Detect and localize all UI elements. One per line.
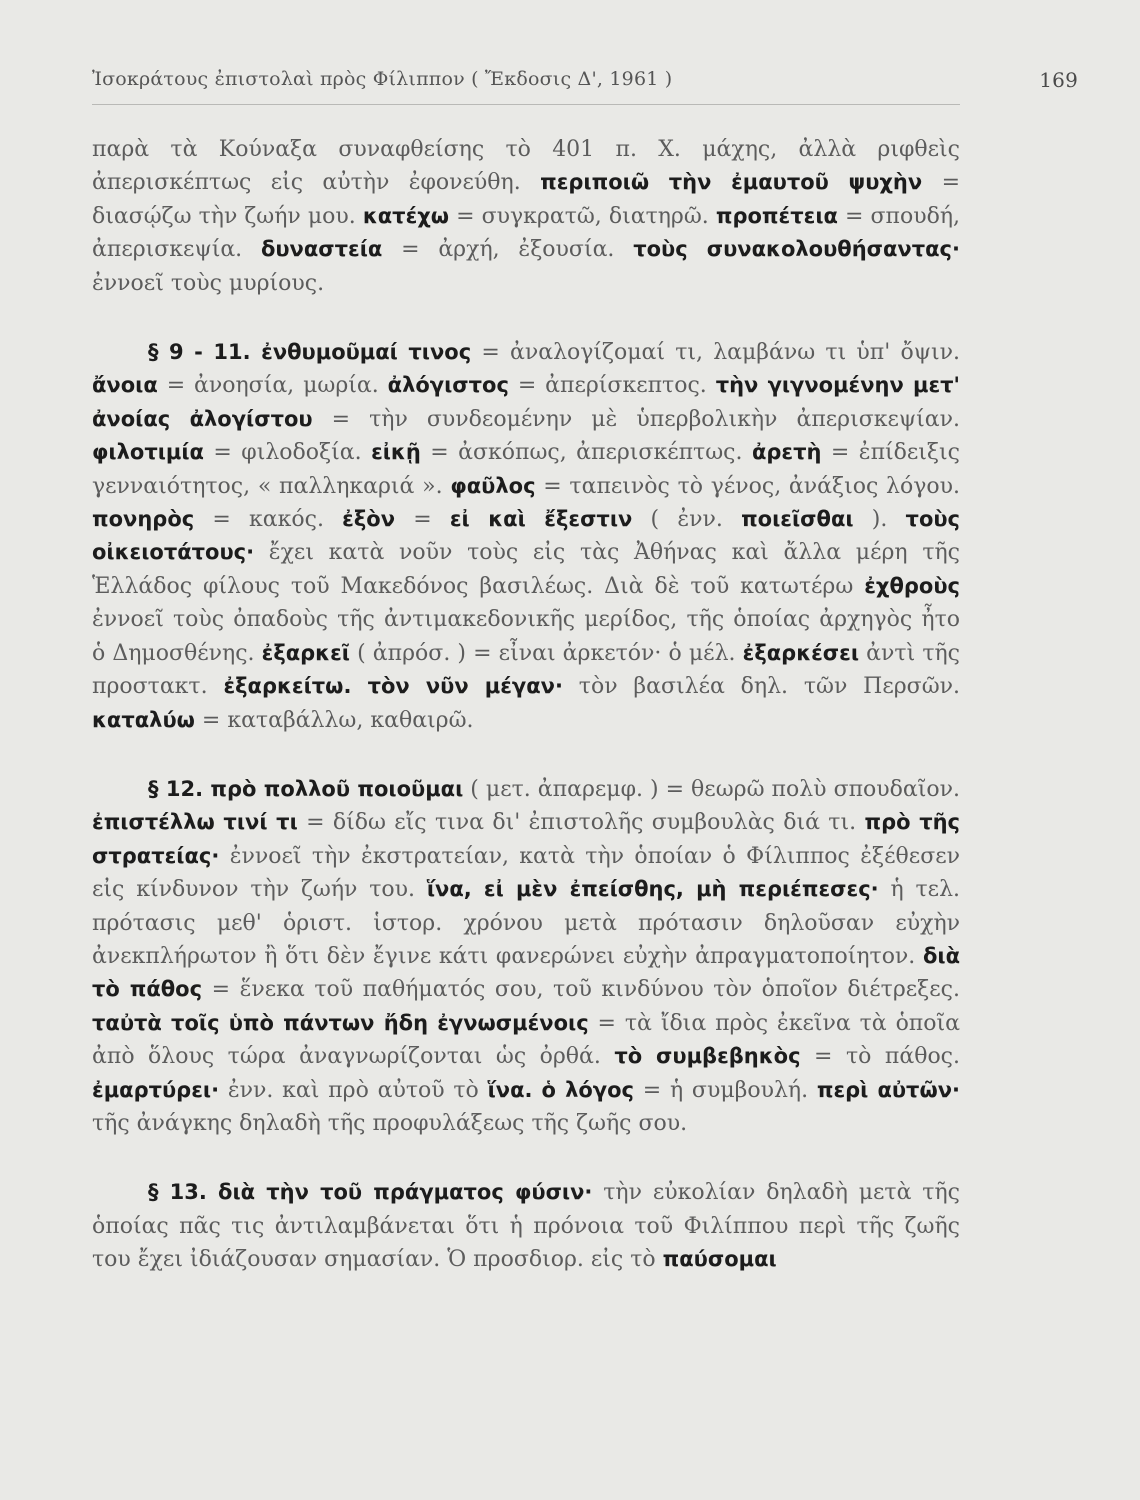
lemma-term: παύσομαι (662, 1247, 777, 1272)
gloss-text: ἔχει κατὰ νοῦν τοὺς εἰς τὰς Ἀθήνας καὶ ἄλλα μέρη τῆς Ἑλλάδος φίλους τοῦ Μακεδόνος βασιλέως. Διὰ δὲ τοῦ κατωτέρω (92, 540, 960, 599)
lemma-term: εἰκῇ (371, 440, 421, 465)
lemma-term: ἐξὸν (342, 507, 395, 532)
lemma-term: περὶ αὐτῶν· (816, 1077, 960, 1102)
lemma-term: ἀλόγιστος (387, 373, 509, 398)
lemma-term: § 13. (148, 1180, 219, 1205)
gloss-text: ἐννοεῖ τοὺς ὀπαδοὺς τῆς ἀντιμακεδονικῆς μερίδος, τῆς ὁποίας ἀρχηγὸς ἦτο ὁ Δημοσθένης. (92, 607, 960, 666)
gloss-text: = ἀσκόπως, ἀπερισκέπτως. (420, 440, 752, 466)
lemma-term: πονηρὸς (92, 507, 195, 532)
lemma-term: τοὺς οἰκειοτάτους· (92, 507, 961, 565)
lemma-term: ποιεῖσθαι (741, 507, 854, 532)
gloss-text: = ἕνεκα τοῦ παθήματός σου, τοῦ κινδύνου τὸν ὁποῖον διέτρεξες. (202, 977, 960, 1003)
gloss-text: = ἐπίδειξις γενναιότητος, « παλληκαριά ». (92, 440, 960, 499)
lemma-term: εἰ καὶ ἔξεστιν (449, 507, 633, 532)
lemma-term: φαῦλος (450, 473, 536, 498)
lemma-term: ἐμαρτύρει· (92, 1077, 220, 1102)
paragraph (92, 133, 960, 300)
gloss-text: = διασῴζω τὴν ζωήν μου. (92, 170, 960, 229)
gloss-text: = (395, 507, 450, 533)
gloss-text: = ἀνοησία, μωρία. (157, 373, 388, 399)
lemma-term: ἐνθυμοῦμαί τινος (261, 340, 472, 365)
gloss-text: ). (853, 507, 906, 533)
lemma-term: τὸ συμβεβηκὸς (614, 1044, 801, 1069)
lemma-term: καταλύω (92, 707, 195, 732)
gloss-text: = κακός. (194, 507, 343, 533)
lemma-term: ἵνα, εἰ μὲν ἐπείσθης, μὴ περιέπεσες· (426, 877, 879, 902)
lemma-term: κατέχω (362, 203, 450, 228)
running-header (92, 60, 1078, 105)
gloss-text: τῆς ἀνάγκης δηλαδὴ τῆς προφυλάξεως τῆς ζωῆς σου. (92, 1110, 688, 1136)
lemma-term: ἐξαρκεῖ (261, 640, 350, 665)
gloss-text: τὴν εὐκολίαν δηλαδὴ μετὰ τῆς ὁποίας πᾶς τις ἀντιλαμβάνεται ὅτι ἡ πρόνοια τοῦ Φιλίππου περὶ τῆς ζωῆς του ἔχει ἰδιάζουσαν σημασίαν. Ὁ προσδιορ. εἰς τὸ (92, 1180, 960, 1273)
gloss-text: = ἀπερίσκεπτος. (508, 373, 716, 399)
running-title: Ἰσοκράτους ἐπιστολαὶ πρὸς Φίλιππον ( Ἔκδοσις Δ', 1961 ) (92, 68, 673, 90)
gloss-text: = συγκρατῶ, διατηρῶ. (449, 203, 716, 229)
lemma-term: ταὐτὰ τοῖς ὑπὸ πάντων ἤδη ἐγνωσμένοις (92, 1010, 589, 1035)
lemma-term: ἐπιστέλλω τινί τι (92, 810, 298, 835)
gloss-text: ἀντὶ τῆς προστακτ. (92, 640, 960, 700)
gloss-text: = τὰ ἴδια πρὸς ἐκεῖνα τὰ ὁποῖα ἀπὸ ὅλους τώρα ἀναγνωρίζονται ὡς ὀρθά. (92, 1010, 960, 1070)
gloss-text: = σπουδή, ἀπερισκεψία. (92, 203, 960, 263)
lemma-term: ἐχθροὺς (864, 573, 960, 598)
gloss-text: ἐνν. καὶ πρὸ αὐτοῦ τὸ (219, 1077, 488, 1103)
lemma-term: ἵνα. ὁ λόγος (487, 1077, 634, 1102)
gloss-text: = τὸ πάθος. (800, 1044, 961, 1070)
gloss-text: = δίδω εἴς τινα δι' ἐπιστολῆς συμβουλὰς διά τι. (297, 810, 865, 836)
lemma-term: διὰ τὸ πάθος (92, 943, 960, 1002)
page-number: 169 (1039, 68, 1078, 92)
lemma-term: προπέτεια (715, 203, 838, 228)
lemma-term: § 9 - 11. (148, 340, 262, 365)
lemma-term: πρὸ τῆς στρατείας· (92, 810, 960, 868)
paragraph (92, 773, 960, 1140)
lemma-term: τὴν γιγνομένην μετ' ἀνοίας ἀλογίστου (92, 373, 960, 431)
gloss-text: ἐννοεῖ τὴν ἐκστρατείαν, κατὰ τὴν ὁποίαν ὁ Φίλιππος ἐξέθεσεν εἰς κίνδυνον τὴν ζωήν του. (92, 843, 960, 903)
lemma-term: ἐξαρκείτω. τὸν νῦν μέγαν· (223, 674, 563, 699)
lemma-term: φιλοτιμία (92, 440, 204, 465)
gloss-text: = ἡ συμβουλή. (633, 1077, 817, 1103)
gloss-text: τὸν βασιλέα δηλ. τῶν Περσῶν. (562, 674, 961, 700)
gloss-text: = φιλοδοξία. (203, 440, 372, 466)
paragraph (92, 336, 960, 737)
lemma-term: πρὸ πολλοῦ ποιοῦμαι (210, 776, 464, 801)
lemma-term: δυναστεία (260, 237, 383, 262)
gloss-text: = ἀναλογίζομαί τι, λαμβάνω τι ὑπ' ὄψιν. (471, 340, 960, 366)
gloss-text: ἡ τελ. πρότασις μεθ' ὁριστ. ἱστορ. χρόνου μετὰ πρότασιν δηλοῦσαν εὐχὴν ἀνεκπλήρωτον ἢ ὅτι δὲν ἔγινε κάτι φανερώνει εὐχὴν ἀπραγματοποίητον. (92, 877, 961, 969)
gloss-text: = καταβάλλω, καθαιρῶ. (194, 707, 474, 733)
lemma-term: § 12. (148, 776, 211, 801)
paragraph (92, 1176, 960, 1276)
gloss-text: ( ἀπρόσ. ) = εἶναι ἀρκετόν· ὁ μέλ. (349, 640, 743, 666)
gloss-text: = ταπεινὸς τὸ γένος, ἀνάξιος λόγου. (535, 473, 960, 499)
gloss-text: = ἀρχή, ἐξουσία. (382, 237, 634, 263)
commentary-text (92, 133, 960, 1277)
gloss-text: ( ἐνν. (632, 507, 742, 533)
lemma-term: περιποιῶ τὴν ἐμαυτοῦ ψυχὴν (540, 170, 923, 195)
lemma-term: τοὺς συνακολουθήσαντας· (633, 237, 960, 262)
gloss-text: ( μετ. ἀπαρεμφ. ) = θεωρῶ πολὺ σπουδαῖον. (463, 776, 961, 802)
lemma-term: ἀρετὴ (751, 440, 822, 465)
lemma-term: ἐξαρκέσει (742, 640, 860, 665)
gloss-text: ἐννοεῖ τοὺς μυρίους. (92, 270, 325, 296)
gloss-text: παρὰ τὰ Κούναξα συναφθείσης τὸ 401 π. Χ. μάχης, ἀλλὰ ριφθεὶς ἀπερισκέπτως εἰς αὐτὴν ἐφονεύθη. (92, 137, 960, 196)
lemma-term: ἄνοια (92, 373, 158, 398)
gloss-text: = τὴν συνδεομένην μὲ ὑπερβολικὴν ἀπερισκεψίαν. (312, 406, 960, 432)
lemma-term: διὰ τὴν τοῦ πράγματος φύσιν· (218, 1180, 593, 1205)
